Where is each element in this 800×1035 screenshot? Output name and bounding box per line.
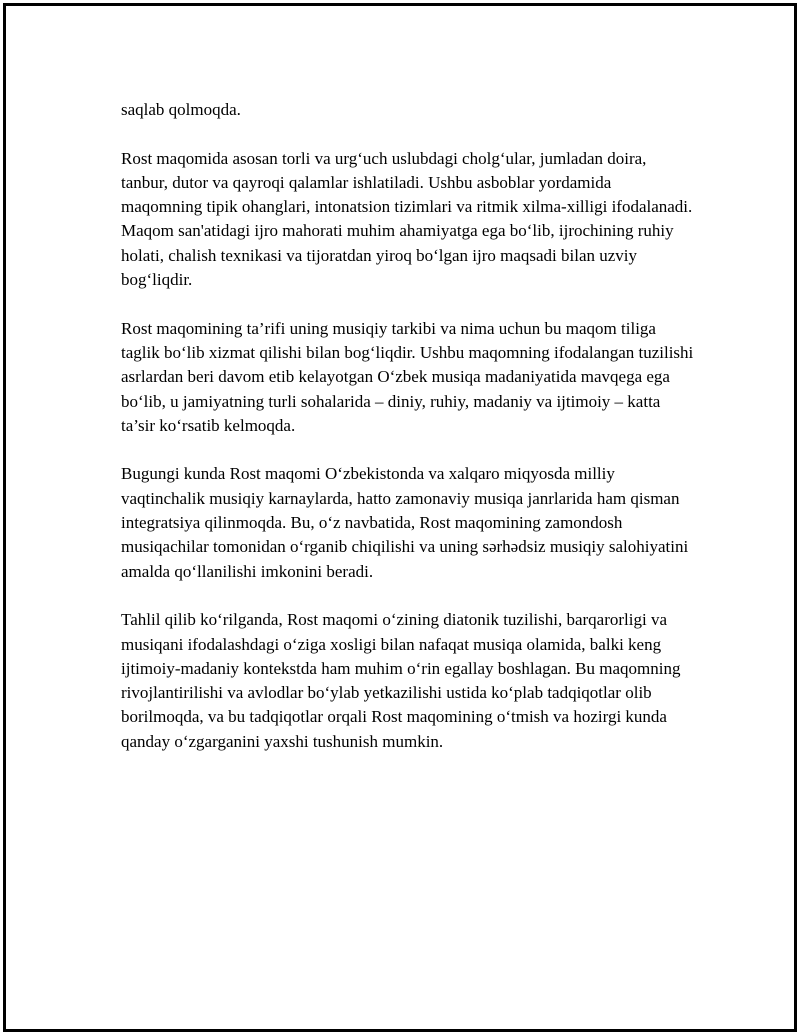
paragraph-5: Tahlil qilib ko‘rilganda, Rost maqomi o‘zining diatonik tuzilishi, barqarorligi va musiqani ifodalashdagi o‘ziga xosligi bilan nafaqat musiqa olamida, balki keng ijtimoiy-madaniy kontekstda ham muhim o‘rin egallay boshlagan. Bu maqomning rivojlantirilishi va avlodlar bo‘ylab yetkazilishi ustida ko‘plab tadqiqotlar olib borilmoqda, va bu tadqiqotlar orqali Rost maqomining o‘tmish va hozirgi kunda qanday o‘zgarganini yaxshi tushunish mumkin.	[121, 610, 681, 751]
page-frame	[3, 3, 797, 1032]
paragraph-2: Rost maqomida asosan torli va urg‘uch uslubdagi cholg‘ular, jumladan doira, tanbur, dutor va qayroqi qalamlar ishlatiladi. Ushbu asboblar yordamida maqomning tipik ohanglari, intonatsion tizimlari va ritmik xilma-xilligi ifodalanadi. Maqom san'atidagi ijro mahorati muhim ahamiyatga ega bo‘lib, ijrochining ruhiy holati, chalish texnikasi va tijoratdan yiroq bo‘lgan ijro maqsadi bilan uzviy bog‘liqdir.	[121, 148, 693, 290]
paragraph-4: Bugungi kunda Rost maqomi O‘zbekistonda va xalqaro miqyosda milliy vaqtinchalik musiqiy karnaylarda, hatto zamonaviy musiqa janrlarida ham qisman integratsiya qilinmoqda. Bu, o‘z navbatida, Rost maqomining zamondosh musiqachilar tomonidan o‘rganib chiqilishi va uning sərhədsiz musiqiy salohiyatini amalda qo‘llanilishi imkonini beradi.	[121, 464, 689, 581]
paragraph-3: Rost maqomining ta’rifi uning musiqiy tarkibi va nima uchun bu maqom tiliga taglik bo‘lib xizmat qilishi bilan bog‘liqdir. Ushbu maqomning ifodalangan tuzilishi asrlardan beri davom etib kelayotgan O‘zbek musiqa madaniyatida mavqega ega bo‘lib, u jamiyatning turli sohalarida – diniy, ruhiy, madaniy va ijtimoiy – katta ta’sir ko‘rsatib kelmoqda.	[121, 318, 694, 435]
paragraph-1: saqlab qolmoqda.	[121, 100, 241, 119]
document-body	[121, 98, 696, 778]
